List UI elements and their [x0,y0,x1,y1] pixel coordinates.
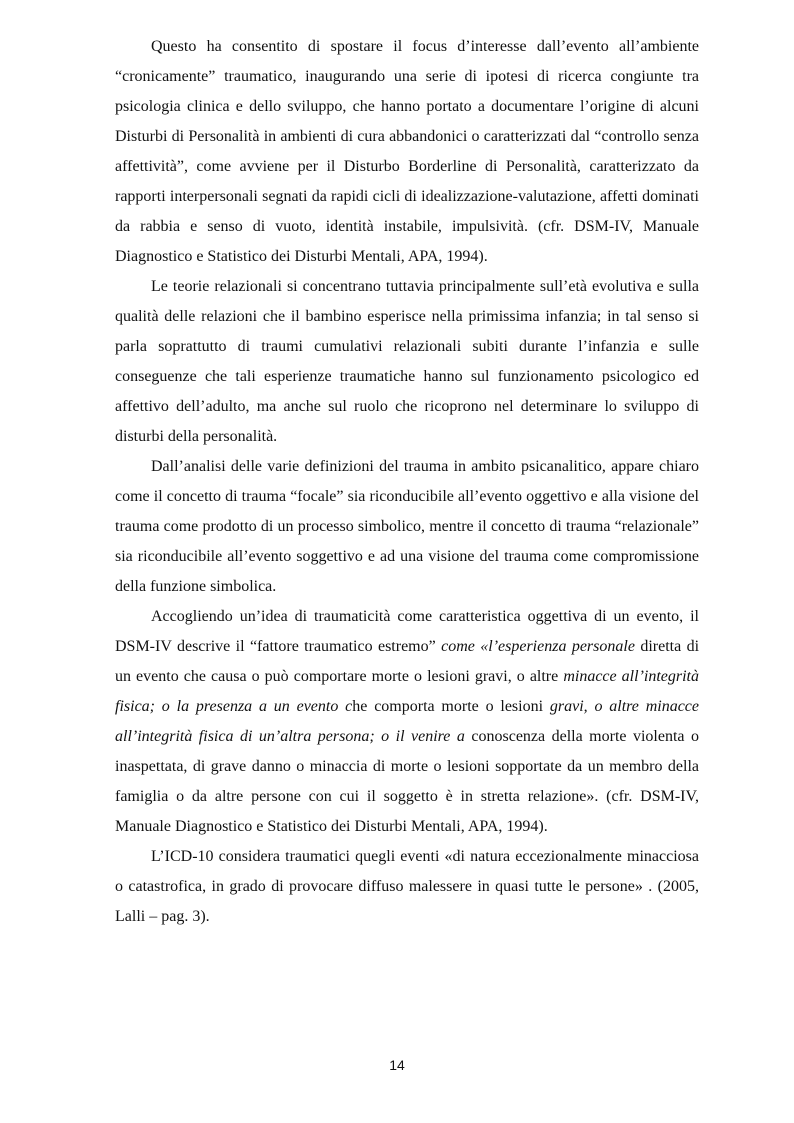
quote-italic-2: minacce all’integrità fisica; o la presenza a un evento c [115,668,700,715]
paragraph-2-text: Le teorie relazionali si concentrano tuttavia principalmente sull’età evolutiva e sulla qualità delle relazioni che il bambino esperisce nella primissima infanzia; in tal senso si parla soprattutto di traumi cumulativi relazionali subiti durante l’infanzia e sulle conseguenze che tali esperienze traumatiche hanno sul funzionamento psicologico ed affettivo dell’adulto, ma anche sul ruolo che ricoprono nel determinare lo sviluppo di disturbi della personalità. [115,278,699,445]
paragraph-3 [115,452,699,602]
paragraph-1-text: Questo ha consentito di spostare il focus d’interesse dall’evento all’ambiente “cronicamente” traumatico, inaugurando una serie di ipotesi di ricerca congiunte tra psicologia clinica e dello sviluppo, che hanno portato a documentare l’origine di alcuni Disturbi di Personalità in ambienti di cura abbandonici o caratterizzati dal “controllo senza affettività”, come avviene per il Disturbo Borderline di Personalità, caratterizzato da rapporti interpersonali segnati da rapidi cicli di idealizzazione-valutazione, affetti dominati da rabbia e senso di vuoto, identità instabile, impulsività. (cfr. DSM-IV, Manuale Diagnostico e Statistico dei Disturbi Mentali, APA, 1994). [115,38,699,265]
quote-italic-1: come «l’esperienza personale [441,638,635,655]
paragraph-4-text: Accogliendo un’idea di traumaticità come caratteristica oggettiva di un evento, il DSM-IV descrive il “fattore traumatico estremo” [115,608,699,655]
paragraph-4-text: he comporta morte o lesioni [352,698,550,715]
paragraph-2 [115,272,699,452]
paragraph-4 [115,602,699,842]
paragraph-4-text: diretta di un evento che causa o può comportare morte o lesioni gravi, o altre [115,638,700,685]
paragraph-5-text: L’ICD-10 considera traumatici quegli eventi «di natura eccezionalmente minacciosa o catastrofica, in grado di provocare diffuso malessere in quasi tutte le persone» . (2005, Lalli – pag. 3). [115,848,699,925]
paragraph-5 [115,842,699,932]
paragraph-4-text: conoscenza della morte violenta o inaspettata, di grave danno o minaccia di morte o lesioni sopportate da un membro della famiglia o da altre persone con cui il soggetto è in stretta relazione». (cfr. DSM-IV, Manuale Diagnostico e Statistico dei Disturbi Mentali, APA, 1994). [115,728,700,835]
page-number: 14 [389,1057,405,1073]
paragraph-1 [115,32,699,272]
quote-italic-3: gravi, o altre minacce all’integrità fisica di un’altra persona; o il venire a [115,698,700,745]
paragraph-3-text: Dall’analisi delle varie definizioni del trauma in ambito psicanalitico, appare chiaro come il concetto di trauma “focale” sia riconducibile all’evento oggettivo e alla visione del trauma come prodotto di un processo simbolico, mentre il concetto di trauma “relazionale” sia riconducibile all’evento soggettivo e ad una visione del trauma come compromissione della funzione simbolica. [115,458,699,595]
body-text [115,32,699,932]
